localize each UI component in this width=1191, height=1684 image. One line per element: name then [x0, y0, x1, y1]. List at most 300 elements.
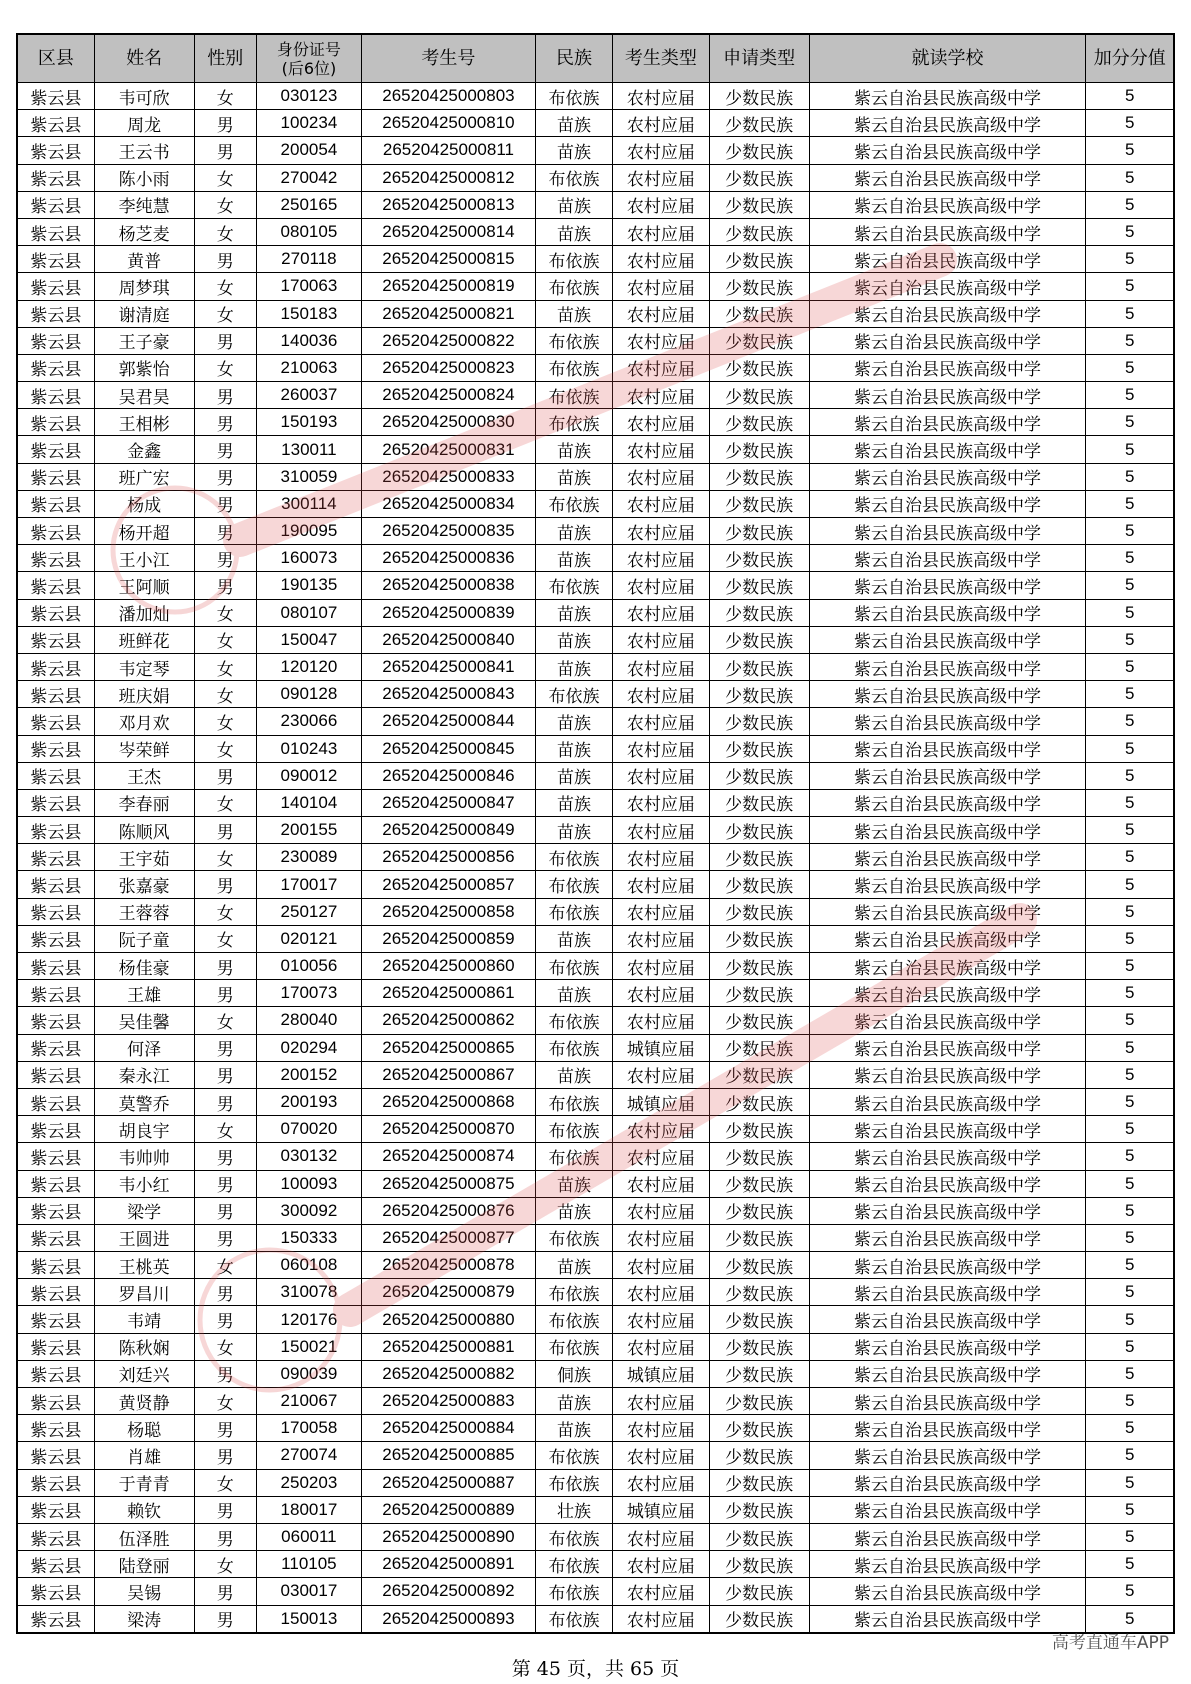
gender-cell: 男 — [194, 871, 256, 898]
name-cell: 吴君昊 — [94, 382, 194, 409]
candidate-type-cell: 农村应届 — [613, 1279, 710, 1306]
column-header: 申请类型 — [709, 34, 809, 83]
county-cell: 紫云县 — [17, 1333, 94, 1360]
school-cell: 紫云自治县民族高级中学 — [809, 218, 1086, 245]
county-cell: 紫云县 — [17, 273, 94, 300]
candidate-type-cell: 农村应届 — [613, 1442, 710, 1469]
name-cell: 王宇茹 — [94, 844, 194, 871]
exam-number-cell: 26520425000883 — [362, 1388, 536, 1415]
id-suffix-cell: 030017 — [256, 1578, 361, 1605]
ethnicity-cell: 苗族 — [535, 463, 612, 490]
school-cell: 紫云自治县民族高级中学 — [809, 1170, 1086, 1197]
bonus-points-cell: 5 — [1086, 1034, 1174, 1061]
candidate-type-cell: 农村应届 — [613, 1116, 710, 1143]
school-cell: 紫云自治县民族高级中学 — [809, 1306, 1086, 1333]
candidate-type-cell: 农村应届 — [613, 1197, 710, 1224]
application-type-cell: 少数民族 — [709, 1034, 809, 1061]
id-suffix-cell: 250127 — [256, 898, 361, 925]
name-cell: 杨聪 — [94, 1415, 194, 1442]
table-row — [17, 953, 1174, 980]
exam-number-cell: 26520425000875 — [362, 1170, 536, 1197]
name-cell: 李纯慧 — [94, 191, 194, 218]
exam-number-cell: 26520425000821 — [362, 300, 536, 327]
ethnicity-cell: 布依族 — [535, 490, 612, 517]
application-type-cell: 少数民族 — [709, 681, 809, 708]
ethnicity-cell: 苗族 — [535, 1197, 612, 1224]
ethnicity-cell: 布依族 — [535, 83, 612, 110]
school-cell: 紫云自治县民族高级中学 — [809, 518, 1086, 545]
application-type-cell: 少数民族 — [709, 789, 809, 816]
candidate-type-cell: 农村应届 — [613, 110, 710, 137]
bonus-points-cell: 5 — [1086, 490, 1174, 517]
candidate-type-cell: 农村应届 — [613, 327, 710, 354]
application-type-cell: 少数民族 — [709, 1578, 809, 1605]
name-cell: 吴锡 — [94, 1578, 194, 1605]
gender-cell: 男 — [194, 1170, 256, 1197]
ethnicity-cell: 布依族 — [535, 898, 612, 925]
name-cell: 莫警乔 — [94, 1088, 194, 1115]
bonus-points-cell: 5 — [1086, 1360, 1174, 1387]
bonus-points-cell: 5 — [1086, 545, 1174, 572]
school-cell: 紫云自治县民族高级中学 — [809, 789, 1086, 816]
exam-number-cell: 26520425000858 — [362, 898, 536, 925]
id-suffix-cell: 090128 — [256, 681, 361, 708]
application-type-cell: 少数民族 — [709, 953, 809, 980]
county-cell: 紫云县 — [17, 1360, 94, 1387]
brand-watermark-label: 高考直通车APP — [1051, 1633, 1169, 1653]
application-type-cell: 少数民族 — [709, 980, 809, 1007]
ethnicity-cell: 布依族 — [535, 1224, 612, 1251]
candidate-type-cell: 农村应届 — [613, 1170, 710, 1197]
table-row — [17, 409, 1174, 436]
bonus-points-cell: 5 — [1086, 1116, 1174, 1143]
gender-cell: 女 — [194, 83, 256, 110]
application-type-cell: 少数民族 — [709, 1306, 809, 1333]
bonus-points-cell: 5 — [1086, 789, 1174, 816]
school-cell: 紫云自治县民族高级中学 — [809, 653, 1086, 680]
name-cell: 周龙 — [94, 110, 194, 137]
county-cell: 紫云县 — [17, 599, 94, 626]
document-sheet — [16, 33, 1175, 1634]
exam-number-cell: 26520425000876 — [362, 1197, 536, 1224]
school-cell: 紫云自治县民族高级中学 — [809, 354, 1086, 381]
candidate-type-cell: 农村应届 — [613, 1007, 710, 1034]
bonus-points-cell: 5 — [1086, 1088, 1174, 1115]
school-cell: 紫云自治县民族高级中学 — [809, 1496, 1086, 1523]
bonus-points-cell: 5 — [1086, 1306, 1174, 1333]
gender-cell: 女 — [194, 1333, 256, 1360]
exam-number-cell: 26520425000861 — [362, 980, 536, 1007]
application-type-cell: 少数民族 — [709, 1252, 809, 1279]
county-cell: 紫云县 — [17, 1415, 94, 1442]
candidate-type-cell: 农村应届 — [613, 1306, 710, 1333]
table-row — [17, 1143, 1174, 1170]
table-row — [17, 110, 1174, 137]
id-suffix-cell: 170017 — [256, 871, 361, 898]
bonus-points-cell: 5 — [1086, 925, 1174, 952]
application-type-cell: 少数民族 — [709, 1333, 809, 1360]
gender-cell: 女 — [194, 1007, 256, 1034]
school-cell: 紫云自治县民族高级中学 — [809, 545, 1086, 572]
id-suffix-cell: 110105 — [256, 1551, 361, 1578]
exam-number-cell: 26520425000856 — [362, 844, 536, 871]
county-cell: 紫云县 — [17, 844, 94, 871]
bonus-points-cell: 5 — [1086, 1523, 1174, 1550]
county-cell: 紫云县 — [17, 545, 94, 572]
name-cell: 谢清庭 — [94, 300, 194, 327]
name-cell: 秦永江 — [94, 1061, 194, 1088]
id-suffix-cell: 080107 — [256, 599, 361, 626]
id-suffix-cell: 060108 — [256, 1252, 361, 1279]
name-cell: 王阿顺 — [94, 572, 194, 599]
name-cell: 王云书 — [94, 137, 194, 164]
bonus-points-cell: 5 — [1086, 518, 1174, 545]
candidate-type-cell: 农村应届 — [613, 218, 710, 245]
name-cell: 于青青 — [94, 1469, 194, 1496]
name-cell: 黄贤静 — [94, 1388, 194, 1415]
bonus-points-cell: 5 — [1086, 463, 1174, 490]
table-row — [17, 1442, 1174, 1469]
name-cell: 王小江 — [94, 545, 194, 572]
exam-number-cell: 26520425000889 — [362, 1496, 536, 1523]
id-suffix-cell: 300092 — [256, 1197, 361, 1224]
school-cell: 紫云自治县民族高级中学 — [809, 898, 1086, 925]
bonus-points-cell: 5 — [1086, 137, 1174, 164]
bonus-points-cell: 5 — [1086, 681, 1174, 708]
name-cell: 班庆娟 — [94, 681, 194, 708]
school-cell: 紫云自治县民族高级中学 — [809, 1034, 1086, 1061]
application-type-cell: 少数民族 — [709, 844, 809, 871]
candidate-type-cell: 农村应届 — [613, 1061, 710, 1088]
ethnicity-cell: 苗族 — [535, 980, 612, 1007]
bonus-points-cell: 5 — [1086, 1551, 1174, 1578]
gender-cell: 女 — [194, 191, 256, 218]
id-suffix-cell: 150333 — [256, 1224, 361, 1251]
ethnicity-cell: 布依族 — [535, 1034, 612, 1061]
id-suffix-cell: 100093 — [256, 1170, 361, 1197]
exam-number-cell: 26520425000814 — [362, 218, 536, 245]
id-suffix-cell: 260037 — [256, 382, 361, 409]
table-row — [17, 164, 1174, 191]
county-cell: 紫云县 — [17, 300, 94, 327]
exam-number-cell: 26520425000813 — [362, 191, 536, 218]
exam-number-cell: 26520425000878 — [362, 1252, 536, 1279]
bonus-points-table — [16, 33, 1175, 1634]
county-cell: 紫云县 — [17, 1170, 94, 1197]
candidate-type-cell: 农村应届 — [613, 980, 710, 1007]
exam-number-cell: 26520425000819 — [362, 273, 536, 300]
candidate-type-cell: 农村应届 — [613, 572, 710, 599]
table-row — [17, 844, 1174, 871]
ethnicity-cell: 苗族 — [535, 436, 612, 463]
id-suffix-cell: 200193 — [256, 1088, 361, 1115]
id-suffix-cell: 210067 — [256, 1388, 361, 1415]
candidate-type-cell: 农村应届 — [613, 1252, 710, 1279]
candidate-type-cell: 农村应届 — [613, 626, 710, 653]
id-suffix-cell: 030123 — [256, 83, 361, 110]
exam-number-cell: 26520425000815 — [362, 246, 536, 273]
application-type-cell: 少数民族 — [709, 1388, 809, 1415]
application-type-cell: 少数民族 — [709, 1496, 809, 1523]
exam-number-cell: 26520425000874 — [362, 1143, 536, 1170]
candidate-type-cell: 农村应届 — [613, 653, 710, 680]
school-cell: 紫云自治县民族高级中学 — [809, 246, 1086, 273]
bonus-points-cell: 5 — [1086, 1279, 1174, 1306]
column-header: 考生类型 — [613, 34, 710, 83]
school-cell: 紫云自治县民族高级中学 — [809, 1088, 1086, 1115]
county-cell: 紫云县 — [17, 137, 94, 164]
application-type-cell: 少数民族 — [709, 545, 809, 572]
school-cell: 紫云自治县民族高级中学 — [809, 817, 1086, 844]
application-type-cell: 少数民族 — [709, 1088, 809, 1115]
table-row — [17, 1061, 1174, 1088]
bonus-points-cell: 5 — [1086, 164, 1174, 191]
column-header: 区县 — [17, 34, 94, 83]
bonus-points-cell: 5 — [1086, 1143, 1174, 1170]
candidate-type-cell: 农村应届 — [613, 518, 710, 545]
exam-number-cell: 26520425000867 — [362, 1061, 536, 1088]
gender-cell: 男 — [194, 246, 256, 273]
application-type-cell: 少数民族 — [709, 925, 809, 952]
table-row — [17, 572, 1174, 599]
bonus-points-cell: 5 — [1086, 898, 1174, 925]
exam-number-cell: 26520425000879 — [362, 1279, 536, 1306]
ethnicity-cell: 苗族 — [535, 518, 612, 545]
exam-number-cell: 26520425000844 — [362, 708, 536, 735]
school-cell: 紫云自治县民族高级中学 — [809, 327, 1086, 354]
school-cell: 紫云自治县民族高级中学 — [809, 925, 1086, 952]
school-cell: 紫云自治县民族高级中学 — [809, 1333, 1086, 1360]
table-row — [17, 762, 1174, 789]
exam-number-cell: 26520425000857 — [362, 871, 536, 898]
name-cell: 罗昌川 — [94, 1279, 194, 1306]
county-cell: 紫云县 — [17, 653, 94, 680]
county-cell: 紫云县 — [17, 1252, 94, 1279]
exam-number-cell: 26520425000885 — [362, 1442, 536, 1469]
exam-number-cell: 26520425000831 — [362, 436, 536, 463]
ethnicity-cell: 布依族 — [535, 1605, 612, 1633]
table-row — [17, 708, 1174, 735]
name-cell: 李春丽 — [94, 789, 194, 816]
county-cell: 紫云县 — [17, 1061, 94, 1088]
school-cell: 紫云自治县民族高级中学 — [809, 599, 1086, 626]
exam-number-cell: 26520425000846 — [362, 762, 536, 789]
candidate-type-cell: 农村应届 — [613, 164, 710, 191]
gender-cell: 男 — [194, 980, 256, 1007]
column-header: 姓名 — [94, 34, 194, 83]
exam-number-cell: 26520425000877 — [362, 1224, 536, 1251]
exam-number-cell: 26520425000847 — [362, 789, 536, 816]
id-suffix-cell: 120120 — [256, 653, 361, 680]
gender-cell: 女 — [194, 708, 256, 735]
table-row — [17, 518, 1174, 545]
candidate-type-cell: 农村应届 — [613, 545, 710, 572]
gender-cell: 男 — [194, 1197, 256, 1224]
id-suffix-cell: 250203 — [256, 1469, 361, 1496]
ethnicity-cell: 布依族 — [535, 572, 612, 599]
gender-cell: 女 — [194, 925, 256, 952]
county-cell: 紫云县 — [17, 762, 94, 789]
candidate-type-cell: 农村应届 — [613, 83, 710, 110]
application-type-cell: 少数民族 — [709, 653, 809, 680]
application-type-cell: 少数民族 — [709, 191, 809, 218]
county-cell: 紫云县 — [17, 1306, 94, 1333]
school-cell: 紫云自治县民族高级中学 — [809, 463, 1086, 490]
id-suffix-cell: 090012 — [256, 762, 361, 789]
exam-number-cell: 26520425000893 — [362, 1605, 536, 1633]
name-cell: 伍泽胜 — [94, 1523, 194, 1550]
bonus-points-cell: 5 — [1086, 300, 1174, 327]
candidate-type-cell: 农村应届 — [613, 1578, 710, 1605]
bonus-points-cell: 5 — [1086, 1333, 1174, 1360]
school-cell: 紫云自治县民族高级中学 — [809, 1442, 1086, 1469]
bonus-points-cell: 5 — [1086, 1197, 1174, 1224]
candidate-type-cell: 农村应届 — [613, 1469, 710, 1496]
id-suffix-cell: 020121 — [256, 925, 361, 952]
gender-cell: 男 — [194, 382, 256, 409]
school-cell: 紫云自治县民族高级中学 — [809, 1197, 1086, 1224]
county-cell: 紫云县 — [17, 953, 94, 980]
ethnicity-cell: 苗族 — [535, 599, 612, 626]
exam-number-cell: 26520425000812 — [362, 164, 536, 191]
name-cell: 杨成 — [94, 490, 194, 517]
exam-number-cell: 26520425000824 — [362, 382, 536, 409]
exam-number-cell: 26520425000860 — [362, 953, 536, 980]
id-suffix-cell: 270042 — [256, 164, 361, 191]
county-cell: 紫云县 — [17, 1442, 94, 1469]
table-row — [17, 273, 1174, 300]
name-cell: 杨开超 — [94, 518, 194, 545]
table-row — [17, 1360, 1174, 1387]
candidate-type-cell: 农村应届 — [613, 789, 710, 816]
ethnicity-cell: 苗族 — [535, 1388, 612, 1415]
bonus-points-cell: 5 — [1086, 191, 1174, 218]
id-suffix-cell: 250165 — [256, 191, 361, 218]
school-cell: 紫云自治县民族高级中学 — [809, 1360, 1086, 1387]
ethnicity-cell: 布依族 — [535, 1116, 612, 1143]
candidate-type-cell: 农村应届 — [613, 246, 710, 273]
name-cell: 赖钦 — [94, 1496, 194, 1523]
table-row — [17, 354, 1174, 381]
county-cell: 紫云县 — [17, 164, 94, 191]
application-type-cell: 少数民族 — [709, 871, 809, 898]
school-cell: 紫云自治县民族高级中学 — [809, 1224, 1086, 1251]
gender-cell: 男 — [194, 1088, 256, 1115]
name-cell: 吴佳馨 — [94, 1007, 194, 1034]
exam-number-cell: 26520425000880 — [362, 1306, 536, 1333]
school-cell: 紫云自治县民族高级中学 — [809, 708, 1086, 735]
ethnicity-cell: 苗族 — [535, 735, 612, 762]
school-cell: 紫云自治县民族高级中学 — [809, 1143, 1086, 1170]
ethnicity-cell: 布依族 — [535, 1469, 612, 1496]
county-cell: 紫云县 — [17, 789, 94, 816]
school-cell: 紫云自治县民族高级中学 — [809, 1605, 1086, 1633]
application-type-cell: 少数民族 — [709, 110, 809, 137]
county-cell: 紫云县 — [17, 1143, 94, 1170]
table-row — [17, 1116, 1174, 1143]
ethnicity-cell: 苗族 — [535, 1170, 612, 1197]
name-cell: 潘加灿 — [94, 599, 194, 626]
candidate-type-cell: 农村应届 — [613, 300, 710, 327]
exam-number-cell: 26520425000870 — [362, 1116, 536, 1143]
bonus-points-cell: 5 — [1086, 1224, 1174, 1251]
application-type-cell: 少数民族 — [709, 436, 809, 463]
bonus-points-cell: 5 — [1086, 626, 1174, 653]
gender-cell: 女 — [194, 1469, 256, 1496]
name-cell: 梁涛 — [94, 1605, 194, 1633]
id-suffix-cell: 190095 — [256, 518, 361, 545]
table-row — [17, 789, 1174, 816]
county-cell: 紫云县 — [17, 463, 94, 490]
id-suffix-cell: 010243 — [256, 735, 361, 762]
exam-number-cell: 26520425000884 — [362, 1415, 536, 1442]
column-header: 加分分值 — [1086, 34, 1174, 83]
name-cell: 金鑫 — [94, 436, 194, 463]
table-row — [17, 545, 1174, 572]
name-cell: 陈小雨 — [94, 164, 194, 191]
column-header: 民族 — [535, 34, 612, 83]
application-type-cell: 少数民族 — [709, 762, 809, 789]
exam-number-cell: 26520425000887 — [362, 1469, 536, 1496]
exam-number-cell: 26520425000882 — [362, 1360, 536, 1387]
bonus-points-cell: 5 — [1086, 1496, 1174, 1523]
bonus-points-cell: 5 — [1086, 354, 1174, 381]
application-type-cell: 少数民族 — [709, 1360, 809, 1387]
exam-number-cell: 26520425000868 — [362, 1088, 536, 1115]
school-cell: 紫云自治县民族高级中学 — [809, 980, 1086, 1007]
gender-cell: 男 — [194, 110, 256, 137]
table-row — [17, 1578, 1174, 1605]
school-cell: 紫云自治县民族高级中学 — [809, 626, 1086, 653]
application-type-cell: 少数民族 — [709, 409, 809, 436]
id-suffix-cell: 140104 — [256, 789, 361, 816]
table-row — [17, 1088, 1174, 1115]
name-cell: 王子豪 — [94, 327, 194, 354]
county-cell: 紫云县 — [17, 1551, 94, 1578]
county-cell: 紫云县 — [17, 436, 94, 463]
gender-cell: 女 — [194, 1116, 256, 1143]
ethnicity-cell: 苗族 — [535, 653, 612, 680]
application-type-cell: 少数民族 — [709, 626, 809, 653]
id-suffix-cell: 120176 — [256, 1306, 361, 1333]
table-row — [17, 681, 1174, 708]
name-cell: 王相彬 — [94, 409, 194, 436]
school-cell: 紫云自治县民族高级中学 — [809, 382, 1086, 409]
candidate-type-cell: 农村应届 — [613, 762, 710, 789]
candidate-type-cell: 农村应届 — [613, 871, 710, 898]
table-row — [17, 1197, 1174, 1224]
name-cell: 张嘉豪 — [94, 871, 194, 898]
gender-cell: 男 — [194, 463, 256, 490]
gender-cell: 女 — [194, 844, 256, 871]
exam-number-cell: 26520425000892 — [362, 1578, 536, 1605]
gender-cell: 女 — [194, 164, 256, 191]
candidate-type-cell: 农村应届 — [613, 1224, 710, 1251]
gender-cell: 女 — [194, 653, 256, 680]
gender-cell: 女 — [194, 599, 256, 626]
name-cell: 刘廷兴 — [94, 1360, 194, 1387]
exam-number-cell: 26520425000840 — [362, 626, 536, 653]
name-cell: 何泽 — [94, 1034, 194, 1061]
name-cell: 阮子童 — [94, 925, 194, 952]
bonus-points-cell: 5 — [1086, 436, 1174, 463]
ethnicity-cell: 布依族 — [535, 1333, 612, 1360]
candidate-type-cell: 农村应届 — [613, 409, 710, 436]
bonus-points-cell: 5 — [1086, 817, 1174, 844]
table-row — [17, 327, 1174, 354]
ethnicity-cell: 布依族 — [535, 871, 612, 898]
application-type-cell: 少数民族 — [709, 327, 809, 354]
